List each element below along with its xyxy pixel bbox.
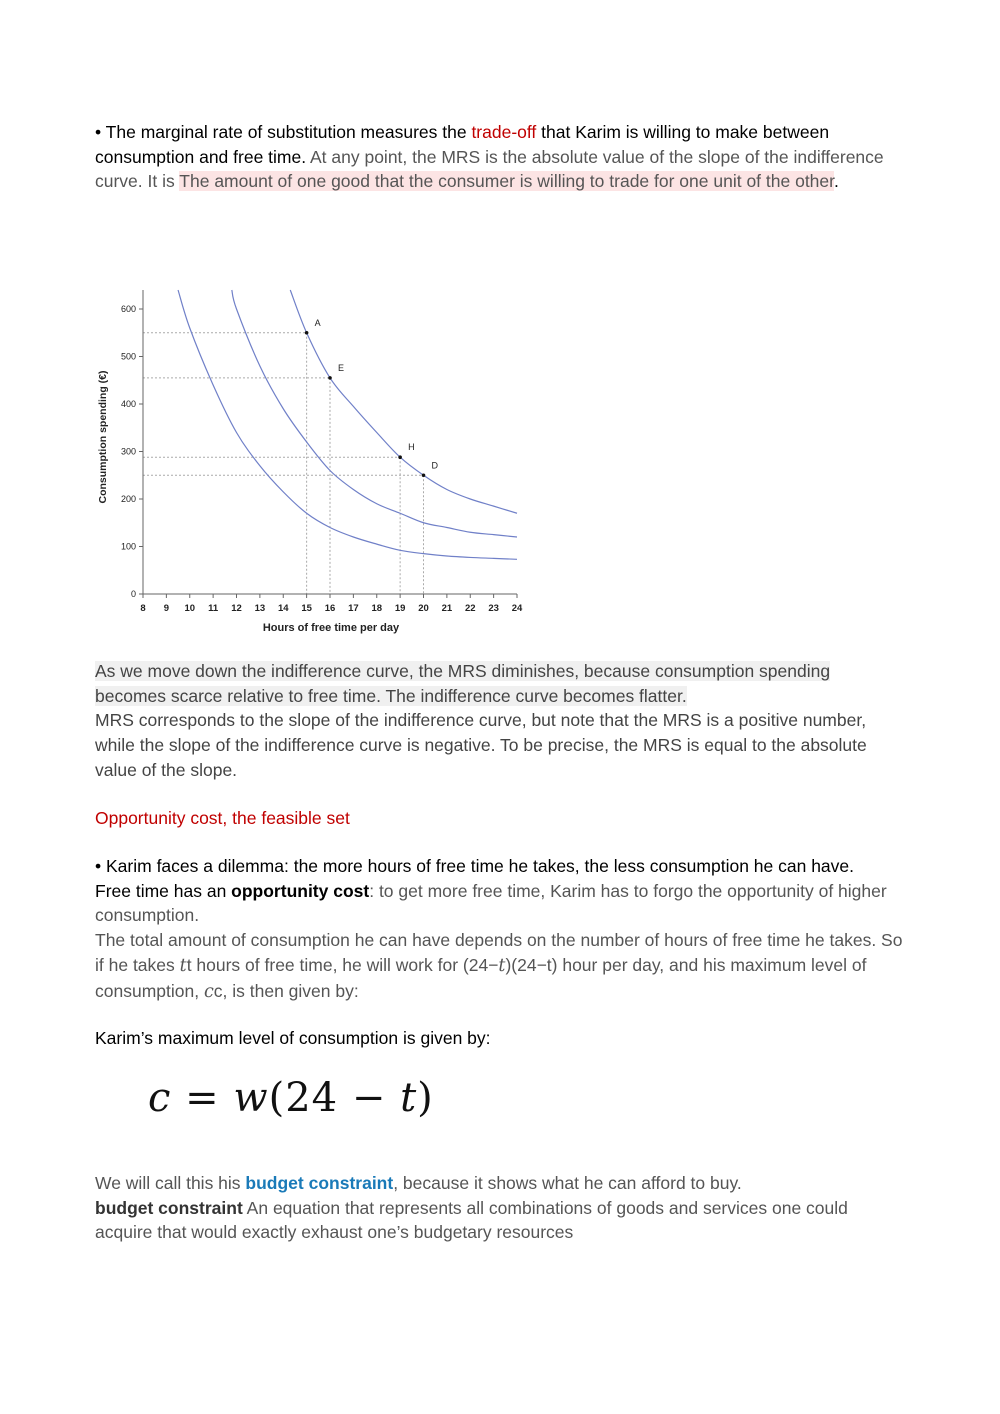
bullet: • <box>95 856 102 876</box>
y-tick-label: 0 <box>130 589 136 599</box>
point-marker <box>398 455 402 459</box>
y-tick-label: 600 <box>120 304 136 314</box>
x-tick-labels <box>140 594 523 614</box>
x-tick-label: 18 <box>371 603 383 614</box>
x-tick-label: 17 <box>348 603 359 614</box>
x-axis-label: Hours of free time per day <box>262 622 400 634</box>
y-tick-label: 500 <box>120 351 136 362</box>
x-tick-label: 23 <box>488 603 499 614</box>
guide-lines <box>143 333 424 594</box>
mrs-diminishes-paragraph <box>95 659 905 783</box>
y-tick-label: 300 <box>120 446 136 457</box>
mrs-highlight-definition: The amount of one good that the consumer is willing to trade for one unit of the other <box>179 171 835 192</box>
point-label: E <box>338 362 345 373</box>
y-axis-label: Consumption spending (€) <box>97 370 109 504</box>
x-tick-label: 21 <box>441 603 453 614</box>
x-tick-label: 9 <box>163 603 170 614</box>
mrs-diminishes-line-2: becomes scarce relative to free time. The indifference curve becomes flatter. <box>95 685 687 706</box>
budget-constraint-term: budget constraint <box>95 1197 243 1218</box>
x-tick-label: 19 <box>394 603 406 614</box>
point-marker <box>422 473 426 477</box>
period: . <box>834 171 839 192</box>
forgo-text: : to get more free time, Karim has to forgo the opportunity of higher consumption. <box>95 880 887 926</box>
x-tick-label: 14 <box>277 603 289 614</box>
budget-formula: c = w(24 − t) <box>148 1075 434 1121</box>
x-tick-label: 22 <box>464 603 476 614</box>
budget-constraint-definition: An equation that represents all combinations of goods and services one could acquire that would exactly exhaust one’s budgetary resources <box>95 1197 848 1243</box>
mrs-slope-note: MRS corresponds to the slope of the indifference curve, but note that the MRS is a positive number, while the slope of the indifference curve is negative. To be precise, the MRS is equal to the absolute value of the slope. <box>95 710 867 780</box>
mrs-slope-text: At any point, the MRS is the absolute value of the slope of the indifference curve. It is <box>95 146 884 192</box>
x-tick-label: 11 <box>208 603 219 614</box>
x-tick-label: 10 <box>184 603 196 614</box>
x-tick-label: 20 <box>418 603 429 614</box>
x-tick-label: 8 <box>140 603 146 614</box>
x-tick-label: 16 <box>324 603 336 614</box>
section-heading-opportunity-cost: Opportunity cost, the feasible set <box>95 808 350 828</box>
point-marker <box>328 376 332 380</box>
x-tick-label: 24 <box>511 603 523 614</box>
max-consumption-sentence: Karim’s maximum level of consumption is given by: <box>95 1028 491 1048</box>
opportunity-cost-term: opportunity cost <box>231 880 370 901</box>
budget-constraint-paragraph <box>95 1171 905 1245</box>
labeled-points <box>305 318 439 477</box>
indifference-curve <box>178 290 517 559</box>
y-tick-label: 100 <box>120 541 136 552</box>
point-marker <box>305 331 309 335</box>
total-consumption-text: The total amount of consumption he can have depends on the number of hours of free time he takes. So if he takes tt hours of free time, he will work for (24−t)(24−t) hour per day, and his maximum level of consumption, cc, is then given by: <box>95 930 903 1002</box>
mrs-intro-text: The marginal rate of substitution measures the <box>101 122 472 142</box>
point-label: H <box>408 442 415 453</box>
budget-afford-text: , because it shows what he can afford to buy. <box>393 1173 742 1193</box>
x-tick-label: 12 <box>231 603 242 614</box>
mrs-definition-paragraph <box>95 120 905 194</box>
free-time-text: Free time has an <box>95 880 232 901</box>
y-tick-labels <box>121 304 143 599</box>
y-tick-label: 400 <box>120 399 136 409</box>
x-tick-label: 15 <box>301 603 312 614</box>
indifference-curve <box>290 290 517 513</box>
y-tick-label: 200 <box>120 494 136 504</box>
mrs-intro-text-2: that Karim is willing to make between consumption and free time. <box>95 122 830 167</box>
mrs-diminishes-line-1: As we move down the indifference curve, the MRS diminishes, because consumption spending <box>95 661 831 681</box>
budget-constraint-link[interactable]: budget constraint <box>245 1173 394 1193</box>
trade-off-term: trade-off <box>471 122 537 142</box>
bullet: • <box>95 122 102 142</box>
indifference-curves <box>178 290 517 559</box>
dilemma-paragraph <box>95 854 905 1004</box>
dilemma-text: Karim faces a dilemma: the more hours of free time he takes, the less consumption he can have. <box>101 856 855 876</box>
budget-intro-text: We will call this his <box>95 1173 246 1193</box>
point-label: D <box>431 460 438 471</box>
x-tick-label: 13 <box>254 603 266 614</box>
indifference-curves-chart <box>92 285 532 645</box>
point-label: A <box>314 317 321 328</box>
